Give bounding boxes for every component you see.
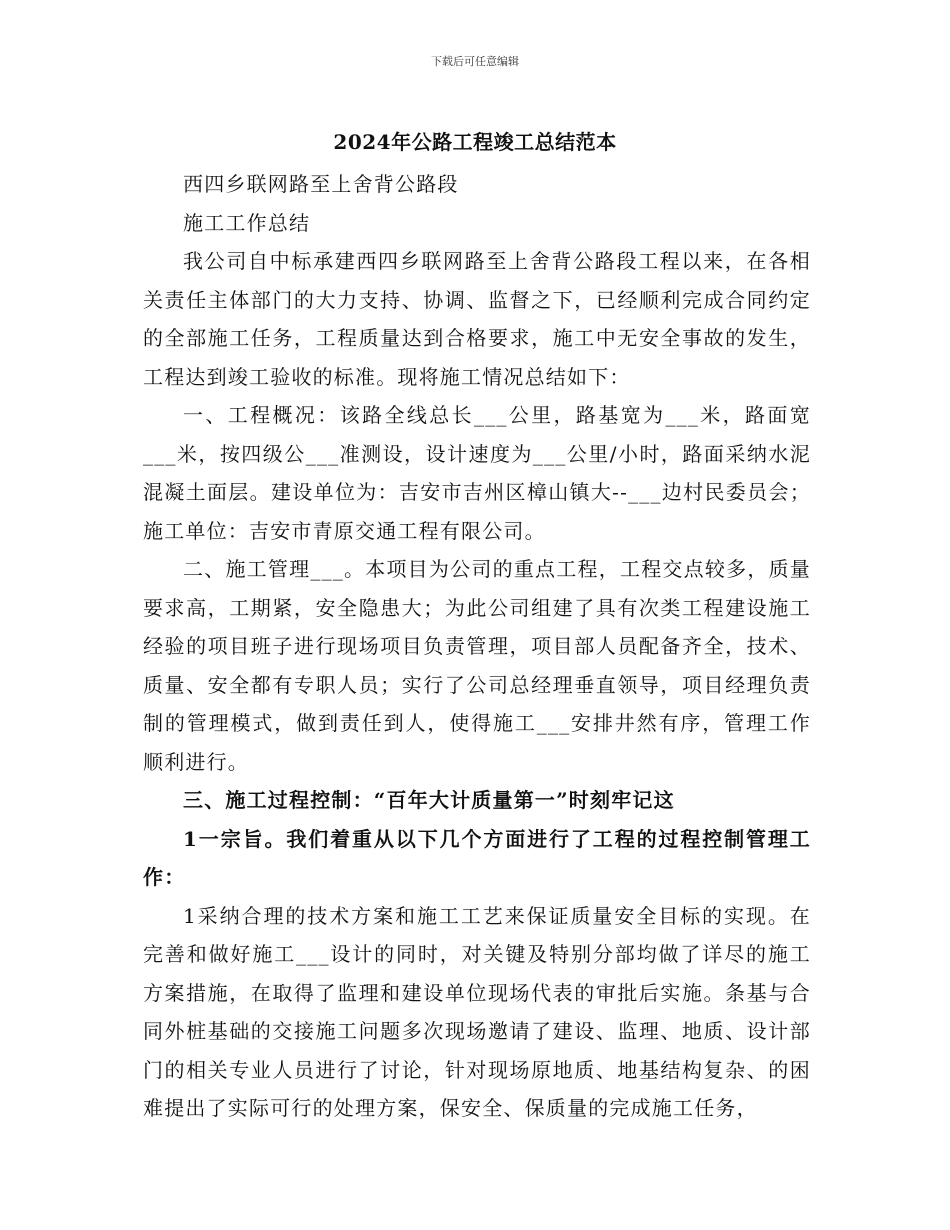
paragraph: 三、施工过程控制：“百年大计质量第一”时刻牢记这 [183,788,675,812]
paragraph: 1一宗旨。我们着重从以下几个方面进行了工程的过程控制管理工作： [143,826,811,889]
document-body [143,165,811,1128]
paragraph: 1采纳合理的技术方案和施工工艺来保证质量安全目标的实现。在完善和做好施工___设计的同时，对关键及特别分部均做了详尽的施工方案措施，在取得了监理和建设单位现场代表的审批后实施。条基与合同外桩基础的交接施工问题多次现场邀请了建设、监理、地质、设计部门的相关专业人员进行了讨论，针对现场原地质、地基结构复杂、的困难提出了实际可行的处理方案，保安全、保质量的完成施工任务， [143,903,811,1120]
paragraph: 我公司自中标承建西四乡联网路至上舍背公路段工程以来，在各相关责任主体部门的大力支持、协调、监督之下，已经顺利完成合同约定的全部施工任务，工程质量达到合格要求，施工中无安全事故的发生，工程达到竣工验收的标准。现将施工情况总结如下： [143,249,811,389]
paragraph: 施工工作总结 [183,210,311,235]
paragraph: 二、施工管理___。本项目为公司的重点工程，工程交点较多，质量要求高，工期紧，安全隐患大；为此公司组建了具有次类工程建设施工经验的项目班子进行现场项目负责管理，项目部人员配备齐全，技术、质量、安全都有专职人员；实行了公司总经理垂直领导，项目经理负责制的管理模式，做到责任到人，使得施工___安排井然有序，管理工作顺利进行。 [143,557,811,774]
paragraph: 西四乡联网路至上舍背公路段 [183,172,459,196]
header-note: 下载后可任意编辑 [431,55,519,68]
paragraph: 一、工程概况：该路全线总长___公里，路基宽为___米，路面宽___米，按四级公___准测设，设计速度为___公里/小时，路面采纳水泥混凝土面层。建设单位为：吉安市吉州区樟山镇大--___边村民委员会；施工单位：吉安市青原交通工程有限公司。 [143,403,811,543]
document-title: 2024年公路工程竣工总结范本 [333,130,617,154]
